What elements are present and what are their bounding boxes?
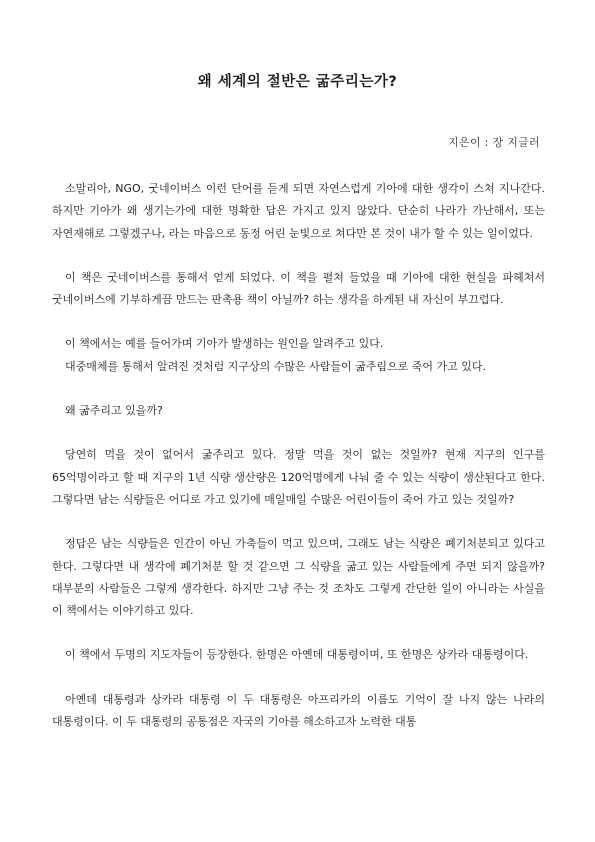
paragraph-7: 정답은 남는 식량들은 인간이 아닌 가축들이 먹고 있으며, 그래도 남는 식량은 폐기처분되고 있다고 한다. 그렇다면 내 생각에 폐기처분 할 것 같으면 그 식량을 굶고 있는 사람들에게 주면 되지 않을까? 대부분의 사람들은 그렇게 생각한다. 하지만 그냥 주는 것 조차도 그렇게 간단한 일이 아니라는 사실을 이 책에서는 이야기하고 있다. [52, 537, 545, 618]
paragraph-3: 이 책에서는 예를 들어가며 기아가 발생하는 원인을 알려주고 있다. [65, 337, 384, 351]
paragraph-1: 소말리아, NGO, 굿네이버스 이런 단어를 듣게 되면 자연스럽게 기아에 대한 생각이 스쳐 지나간다. 하지만 기아가 왜 생기는가에 대한 명확한 답은 가지고 있지 않았다. 단순히 나라가 가난해서, 또는 자연재해로 그렇겠구나, 라는 마음으로 동정 어린 눈빛으로 쳐다만 본 것이 내가 할 수 있는 일이었다. [52, 182, 545, 240]
paragraph-9: 아옌데 대통령과 상카라 대통령 이 두 대통령은 아프리카의 이름도 기억이 잘 나지 않는 나라의 대통령이다. 이 두 대통령의 공통점은 자국의 기아를 해소하고자 노력한 대통 [52, 692, 545, 729]
body-text [52, 178, 545, 733]
document-title: 왜 세계의 절반은 굶주리는가? [197, 74, 398, 90]
paragraph-4: 대중매체를 통해서 알려진 것처럼 지구상의 수많은 사람들이 굶주림으로 죽어 가고 있다. [65, 359, 486, 373]
paragraph-2: 이 책은 굿네이버스를 통해서 얻게 되었다. 이 책을 펼쳐 들었을 때 기아에 대한 현실을 파헤쳐서 굿네이버스에 기부하게끔 만드는 판촉용 책이 아닐까? 하는 생각을 하게된 내 자신이 부끄럽다. [52, 270, 545, 307]
paragraph-6: 당연히 먹을 것이 없어서 굶주리고 있다. 정말 먹을 것이 없는 것일까? 현재 지구의 인구를 65억명이라고 할 때 지구의 1년 식량 생산량은 120억명에게 나눠 줄 수 있는 식량이 생산된다고 한다. 그렇다면 남는 식량들은 어디로 가고 있기에 매일매일 수많은 어린이들이 죽어 가고 있는 것일까? [52, 448, 545, 506]
author-line: 지은이 : 장 지글러 [448, 136, 540, 149]
paragraph-5: 왜 굶주리고 있을까? [65, 404, 163, 418]
paragraph-8: 이 책에서 두명의 지도자들이 등장한다. 한명은 아옌데 대통령이며, 또 한명은 상카라 대통령이다. [65, 648, 529, 662]
